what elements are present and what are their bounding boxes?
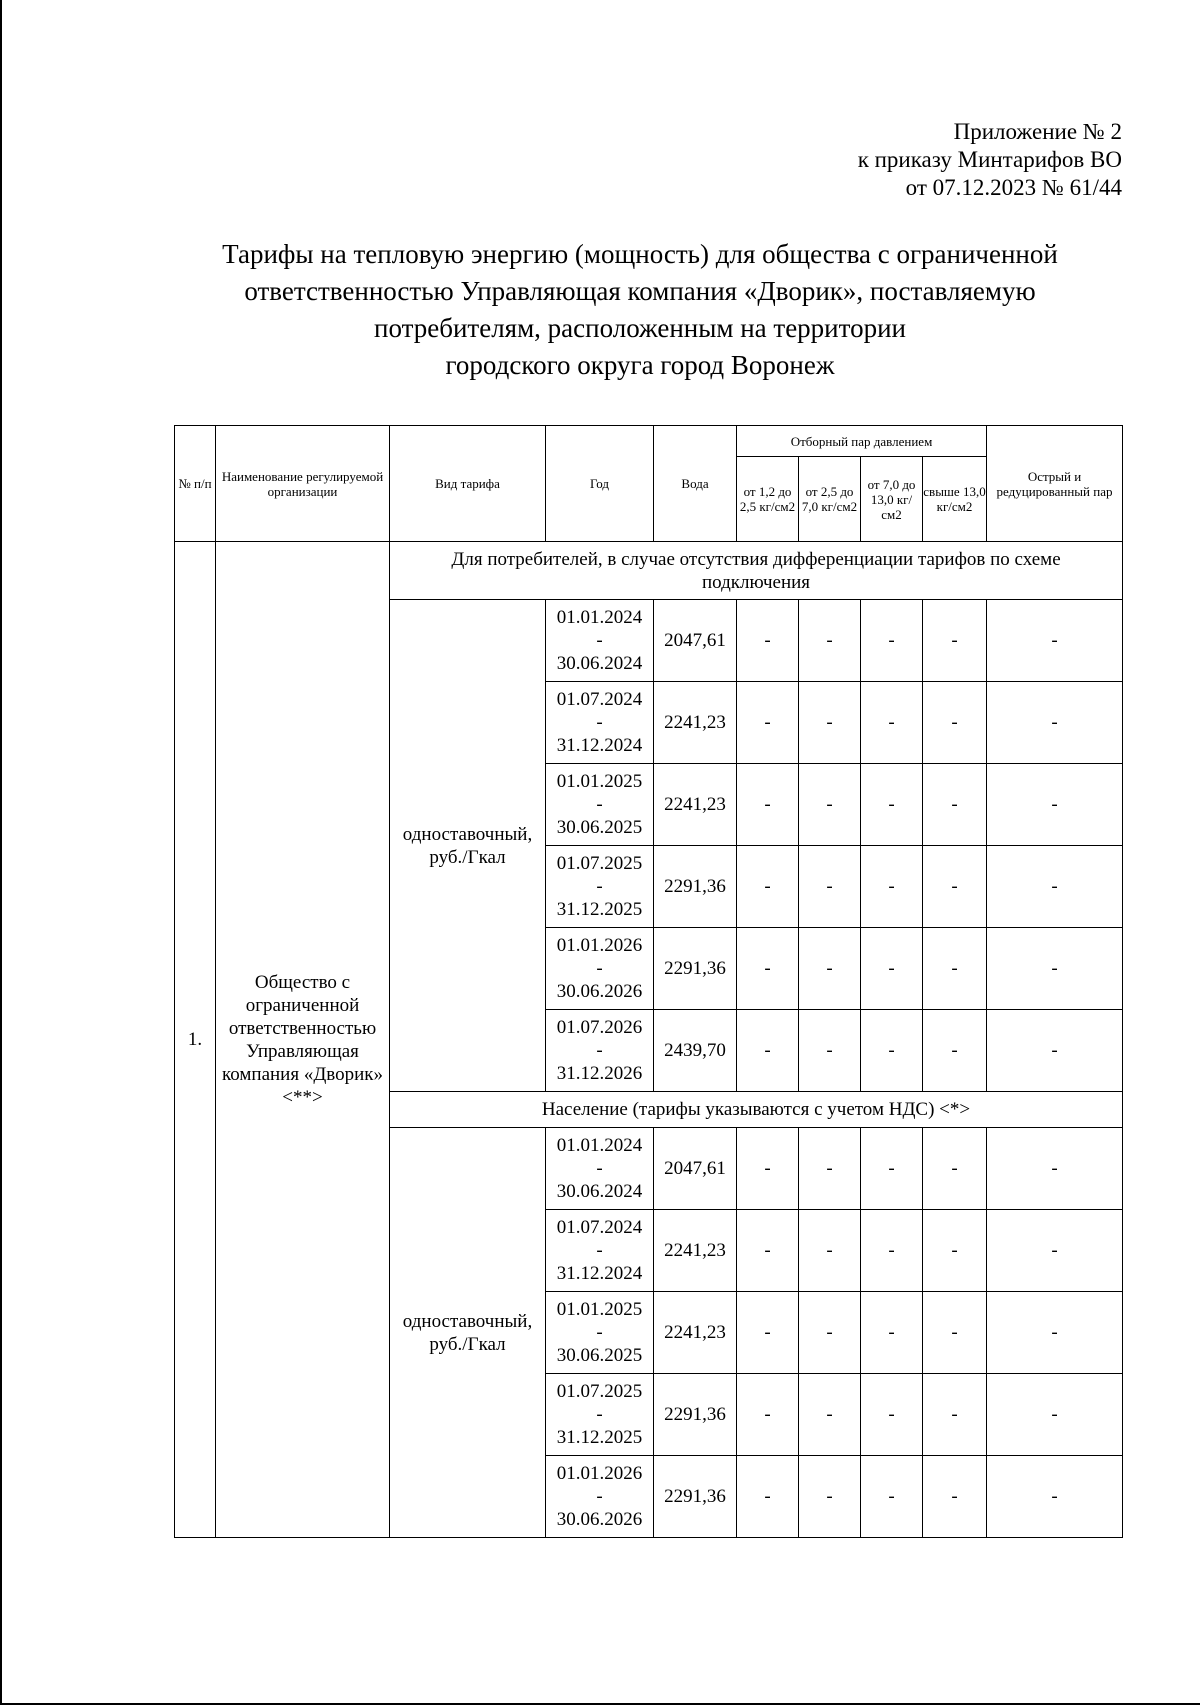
header-steam-4: свыше 13,0 кг/см2 <box>923 457 987 542</box>
period-end: 31.12.2024 <box>556 1263 643 1284</box>
steam-4-value: - <box>923 764 987 846</box>
water-value: 2241,23 <box>654 1210 737 1292</box>
steam-1-value: - <box>737 928 799 1010</box>
period-start: 01.07.2024 <box>556 1217 643 1238</box>
period-end: 30.06.2025 <box>556 817 643 838</box>
period-sep: - <box>596 712 603 733</box>
steam-2-value: - <box>799 1456 861 1538</box>
steam-2-value: - <box>799 764 861 846</box>
steam-2-value: - <box>799 1374 861 1456</box>
water-value: 2241,23 <box>654 1292 737 1374</box>
period-end: 30.06.2024 <box>556 1181 643 1202</box>
period-sep: - <box>596 1322 603 1343</box>
header-steam-3: от 7,0 до 13,0 кг/см2 <box>861 457 923 542</box>
steam-1-value: - <box>737 1292 799 1374</box>
sharp-steam-value: - <box>987 682 1123 764</box>
header-steam-1: от 1,2 до 2,5 кг/см2 <box>737 457 799 542</box>
period-end: 30.06.2026 <box>556 1509 643 1530</box>
steam-1-value: - <box>737 600 799 682</box>
appendix-line-2: к приказу Минтарифов ВО <box>857 147 1122 172</box>
steam-2-value: - <box>799 682 861 764</box>
period-end: 31.12.2025 <box>556 899 643 920</box>
sharp-steam-value: - <box>987 1128 1123 1210</box>
header-steam-group: Отборный пар давлением <box>737 426 987 457</box>
header-tariff-type: Вид тарифа <box>390 426 546 542</box>
steam-3-value: - <box>861 682 923 764</box>
steam-1-value: - <box>737 1128 799 1210</box>
steam-4-value: - <box>923 928 987 1010</box>
period-sep: - <box>596 794 603 815</box>
period-cell <box>546 682 654 764</box>
period-cell <box>546 1010 654 1092</box>
period-cell <box>546 600 654 682</box>
period-end: 30.06.2024 <box>556 653 643 674</box>
steam-1-value: - <box>737 682 799 764</box>
period-end: 30.06.2026 <box>556 981 643 1002</box>
period-sep: - <box>596 1240 603 1261</box>
section-title: Население (тарифы указываются с учетом НДС) <*> <box>390 1092 1123 1128</box>
steam-1-value: - <box>737 1010 799 1092</box>
period-sep: - <box>596 1158 603 1179</box>
period-end: 31.12.2025 <box>556 1427 643 1448</box>
steam-4-value: - <box>923 1456 987 1538</box>
steam-4-value: - <box>923 1210 987 1292</box>
steam-3-value: - <box>861 600 923 682</box>
period-sep: - <box>596 1486 603 1507</box>
period-end: 31.12.2024 <box>556 735 643 756</box>
steam-1-value: - <box>737 846 799 928</box>
water-value: 2241,23 <box>654 682 737 764</box>
period-cell <box>546 928 654 1010</box>
steam-2-value: - <box>799 928 861 1010</box>
header-steam-2: от 2,5 до 7,0 кг/см2 <box>799 457 861 542</box>
period-cell <box>546 1456 654 1538</box>
steam-3-value: - <box>861 1456 923 1538</box>
water-value: 2291,36 <box>654 1456 737 1538</box>
steam-4-value: - <box>923 1128 987 1210</box>
header-org: Наименование регулируемой организации <box>216 426 390 542</box>
header-num: № п/п <box>175 426 216 542</box>
appendix-reference <box>858 118 1122 202</box>
title-line-1: Тарифы на тепловую энергию (мощность) для общества с ограниченной <box>222 239 1058 269</box>
appendix-line-1: Приложение № 2 <box>953 119 1122 144</box>
steam-2-value: - <box>799 600 861 682</box>
period-cell <box>546 1292 654 1374</box>
title-line-2: ответственностью Управляющая компания «Дворик», поставляемую <box>244 276 1036 306</box>
period-sep: - <box>596 876 603 897</box>
period-start: 01.01.2024 <box>556 607 643 628</box>
steam-3-value: - <box>861 1010 923 1092</box>
water-value: 2439,70 <box>654 1010 737 1092</box>
water-value: 2291,36 <box>654 928 737 1010</box>
steam-4-value: - <box>923 682 987 764</box>
steam-2-value: - <box>799 1292 861 1374</box>
steam-1-value: - <box>737 1456 799 1538</box>
header-year: Год <box>546 426 654 542</box>
section-title: Для потребителей, в случае отсутствия дифференциации тарифов по схеме подключения <box>390 542 1123 600</box>
sharp-steam-value: - <box>987 1456 1123 1538</box>
sharp-steam-value: - <box>987 846 1123 928</box>
period-start: 01.07.2026 <box>556 1017 643 1038</box>
steam-2-value: - <box>799 1010 861 1092</box>
steam-4-value: - <box>923 1010 987 1092</box>
water-value: 2047,61 <box>654 600 737 682</box>
sharp-steam-value: - <box>987 1010 1123 1092</box>
sharp-steam-value: - <box>987 1292 1123 1374</box>
tariff-type: одноставочный, руб./Гкал <box>390 1128 546 1538</box>
water-value: 2047,61 <box>654 1128 737 1210</box>
sharp-steam-value: - <box>987 764 1123 846</box>
steam-1-value: - <box>737 764 799 846</box>
period-start: 01.01.2026 <box>556 1463 643 1484</box>
row-number: 1. <box>175 542 216 1538</box>
organization-name: Общество с ограниченной ответственностью Управляющая компания «Дворик» <**> <box>216 542 390 1538</box>
title-line-4: городского округа город Воронеж <box>445 350 835 380</box>
period-start: 01.07.2025 <box>556 853 643 874</box>
period-cell <box>546 1210 654 1292</box>
steam-3-value: - <box>861 846 923 928</box>
document-title <box>160 236 1120 384</box>
steam-3-value: - <box>861 1292 923 1374</box>
period-sep: - <box>596 958 603 979</box>
period-start: 01.01.2024 <box>556 1135 643 1156</box>
water-value: 2291,36 <box>654 1374 737 1456</box>
water-value: 2291,36 <box>654 846 737 928</box>
steam-2-value: - <box>799 846 861 928</box>
period-sep: - <box>596 1040 603 1061</box>
period-sep: - <box>596 630 603 651</box>
period-cell <box>546 846 654 928</box>
steam-4-value: - <box>923 1292 987 1374</box>
steam-1-value: - <box>737 1374 799 1456</box>
period-cell <box>546 1374 654 1456</box>
period-start: 01.01.2025 <box>556 1299 643 1320</box>
appendix-line-3: от 07.12.2023 № 61/44 <box>905 175 1122 200</box>
tariff-table <box>174 425 1123 1538</box>
water-value: 2241,23 <box>654 764 737 846</box>
steam-4-value: - <box>923 1374 987 1456</box>
steam-4-value: - <box>923 846 987 928</box>
period-start: 01.01.2025 <box>556 771 643 792</box>
steam-3-value: - <box>861 764 923 846</box>
sharp-steam-value: - <box>987 600 1123 682</box>
title-line-3: потребителям, расположенным на территории <box>374 313 906 343</box>
steam-3-value: - <box>861 1210 923 1292</box>
steam-4-value: - <box>923 600 987 682</box>
header-sharp-steam: Острый и редуцированный пар <box>987 426 1123 542</box>
steam-2-value: - <box>799 1128 861 1210</box>
period-start: 01.07.2024 <box>556 689 643 710</box>
steam-3-value: - <box>861 1374 923 1456</box>
sharp-steam-value: - <box>987 1374 1123 1456</box>
period-end: 30.06.2025 <box>556 1345 643 1366</box>
steam-3-value: - <box>861 1128 923 1210</box>
period-sep: - <box>596 1404 603 1425</box>
sharp-steam-value: - <box>987 1210 1123 1292</box>
header-water: Вода <box>654 426 737 542</box>
sharp-steam-value: - <box>987 928 1123 1010</box>
period-cell <box>546 764 654 846</box>
steam-3-value: - <box>861 928 923 1010</box>
period-end: 31.12.2026 <box>556 1063 643 1084</box>
tariff-type: одноставочный, руб./Гкал <box>390 600 546 1092</box>
steam-2-value: - <box>799 1210 861 1292</box>
period-start: 01.01.2026 <box>556 935 643 956</box>
period-start: 01.07.2025 <box>556 1381 643 1402</box>
steam-1-value: - <box>737 1210 799 1292</box>
period-cell <box>546 1128 654 1210</box>
